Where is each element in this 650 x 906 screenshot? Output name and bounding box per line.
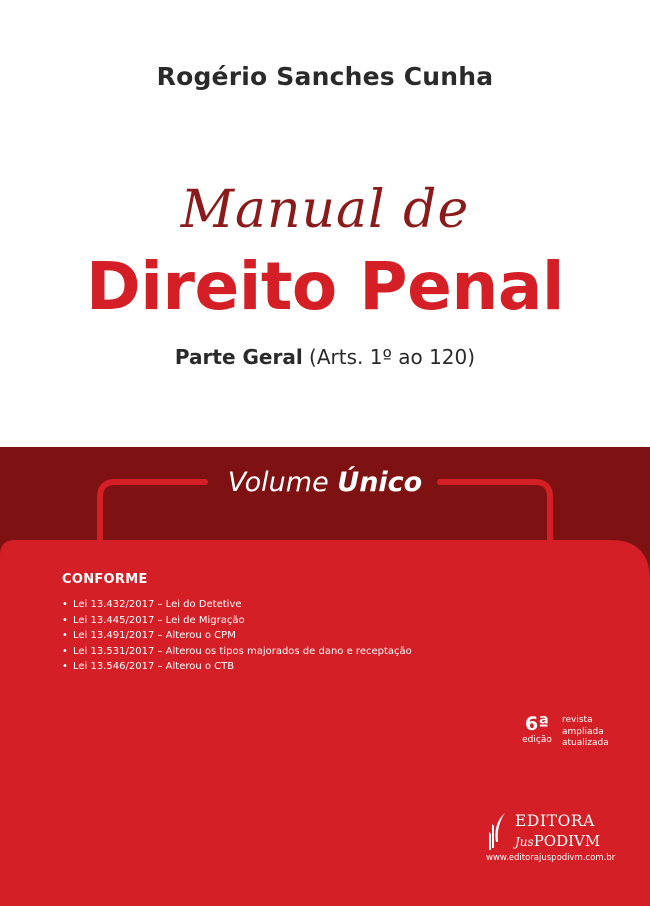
law-list [62,597,412,675]
publisher-name: EDITORA [515,812,595,830]
law-item-text: Lei 13.531/2017 – Alterou os tipos majorados de dano e receptação [73,645,412,657]
law-item [62,628,412,644]
law-item-text: Lei 13.432/2017 – Lei do Detetive [73,599,242,610]
bullet-icon: • [62,661,68,672]
title-main: Direito Penal [86,248,564,325]
conforme-heading: CONFORME [62,572,148,587]
author-name: Rogério Sanches Cunha [156,62,494,91]
edition-notes [562,715,609,750]
publisher-logo [487,810,627,870]
bullet-icon: • [62,645,68,657]
edition-note: revista [562,715,593,725]
quill-icon [487,812,511,850]
volume-regular: Volume [227,467,329,498]
law-item-text: Lei 13.546/2017 – Alterou o CTB [73,661,235,672]
bullet-icon: • [62,614,68,626]
law-item [62,659,412,675]
edition-note: ampliada [562,726,604,737]
edition-badge [519,713,555,746]
publisher-podivm: PODIVM [533,832,601,850]
bullet-icon: • [62,630,68,641]
law-item [62,644,412,660]
law-item [62,613,412,629]
title-script: Manual de [180,180,470,240]
volume-label [0,467,650,498]
law-item-text: Lei 13.445/2017 – Lei de Migração [73,614,245,626]
publisher-url: www.editorajuspodivm.com.br [486,853,616,863]
subtitle-regular: (Arts. 1º ao 120) [309,345,476,369]
bullet-icon: • [62,599,68,610]
edition-note: atualizada [562,738,609,748]
edition-label: edição [522,735,552,745]
volume-bold: Único [337,467,423,498]
law-item [62,597,412,613]
subtitle [0,345,650,369]
publisher-jus: Jus [515,835,534,849]
law-item-text: Lei 13.491/2017 – Alterou o CPM [73,630,236,641]
subtitle-bold: Parte Geral [174,345,303,369]
edition-number: 6ª [525,713,549,735]
publisher-subname [515,832,600,850]
